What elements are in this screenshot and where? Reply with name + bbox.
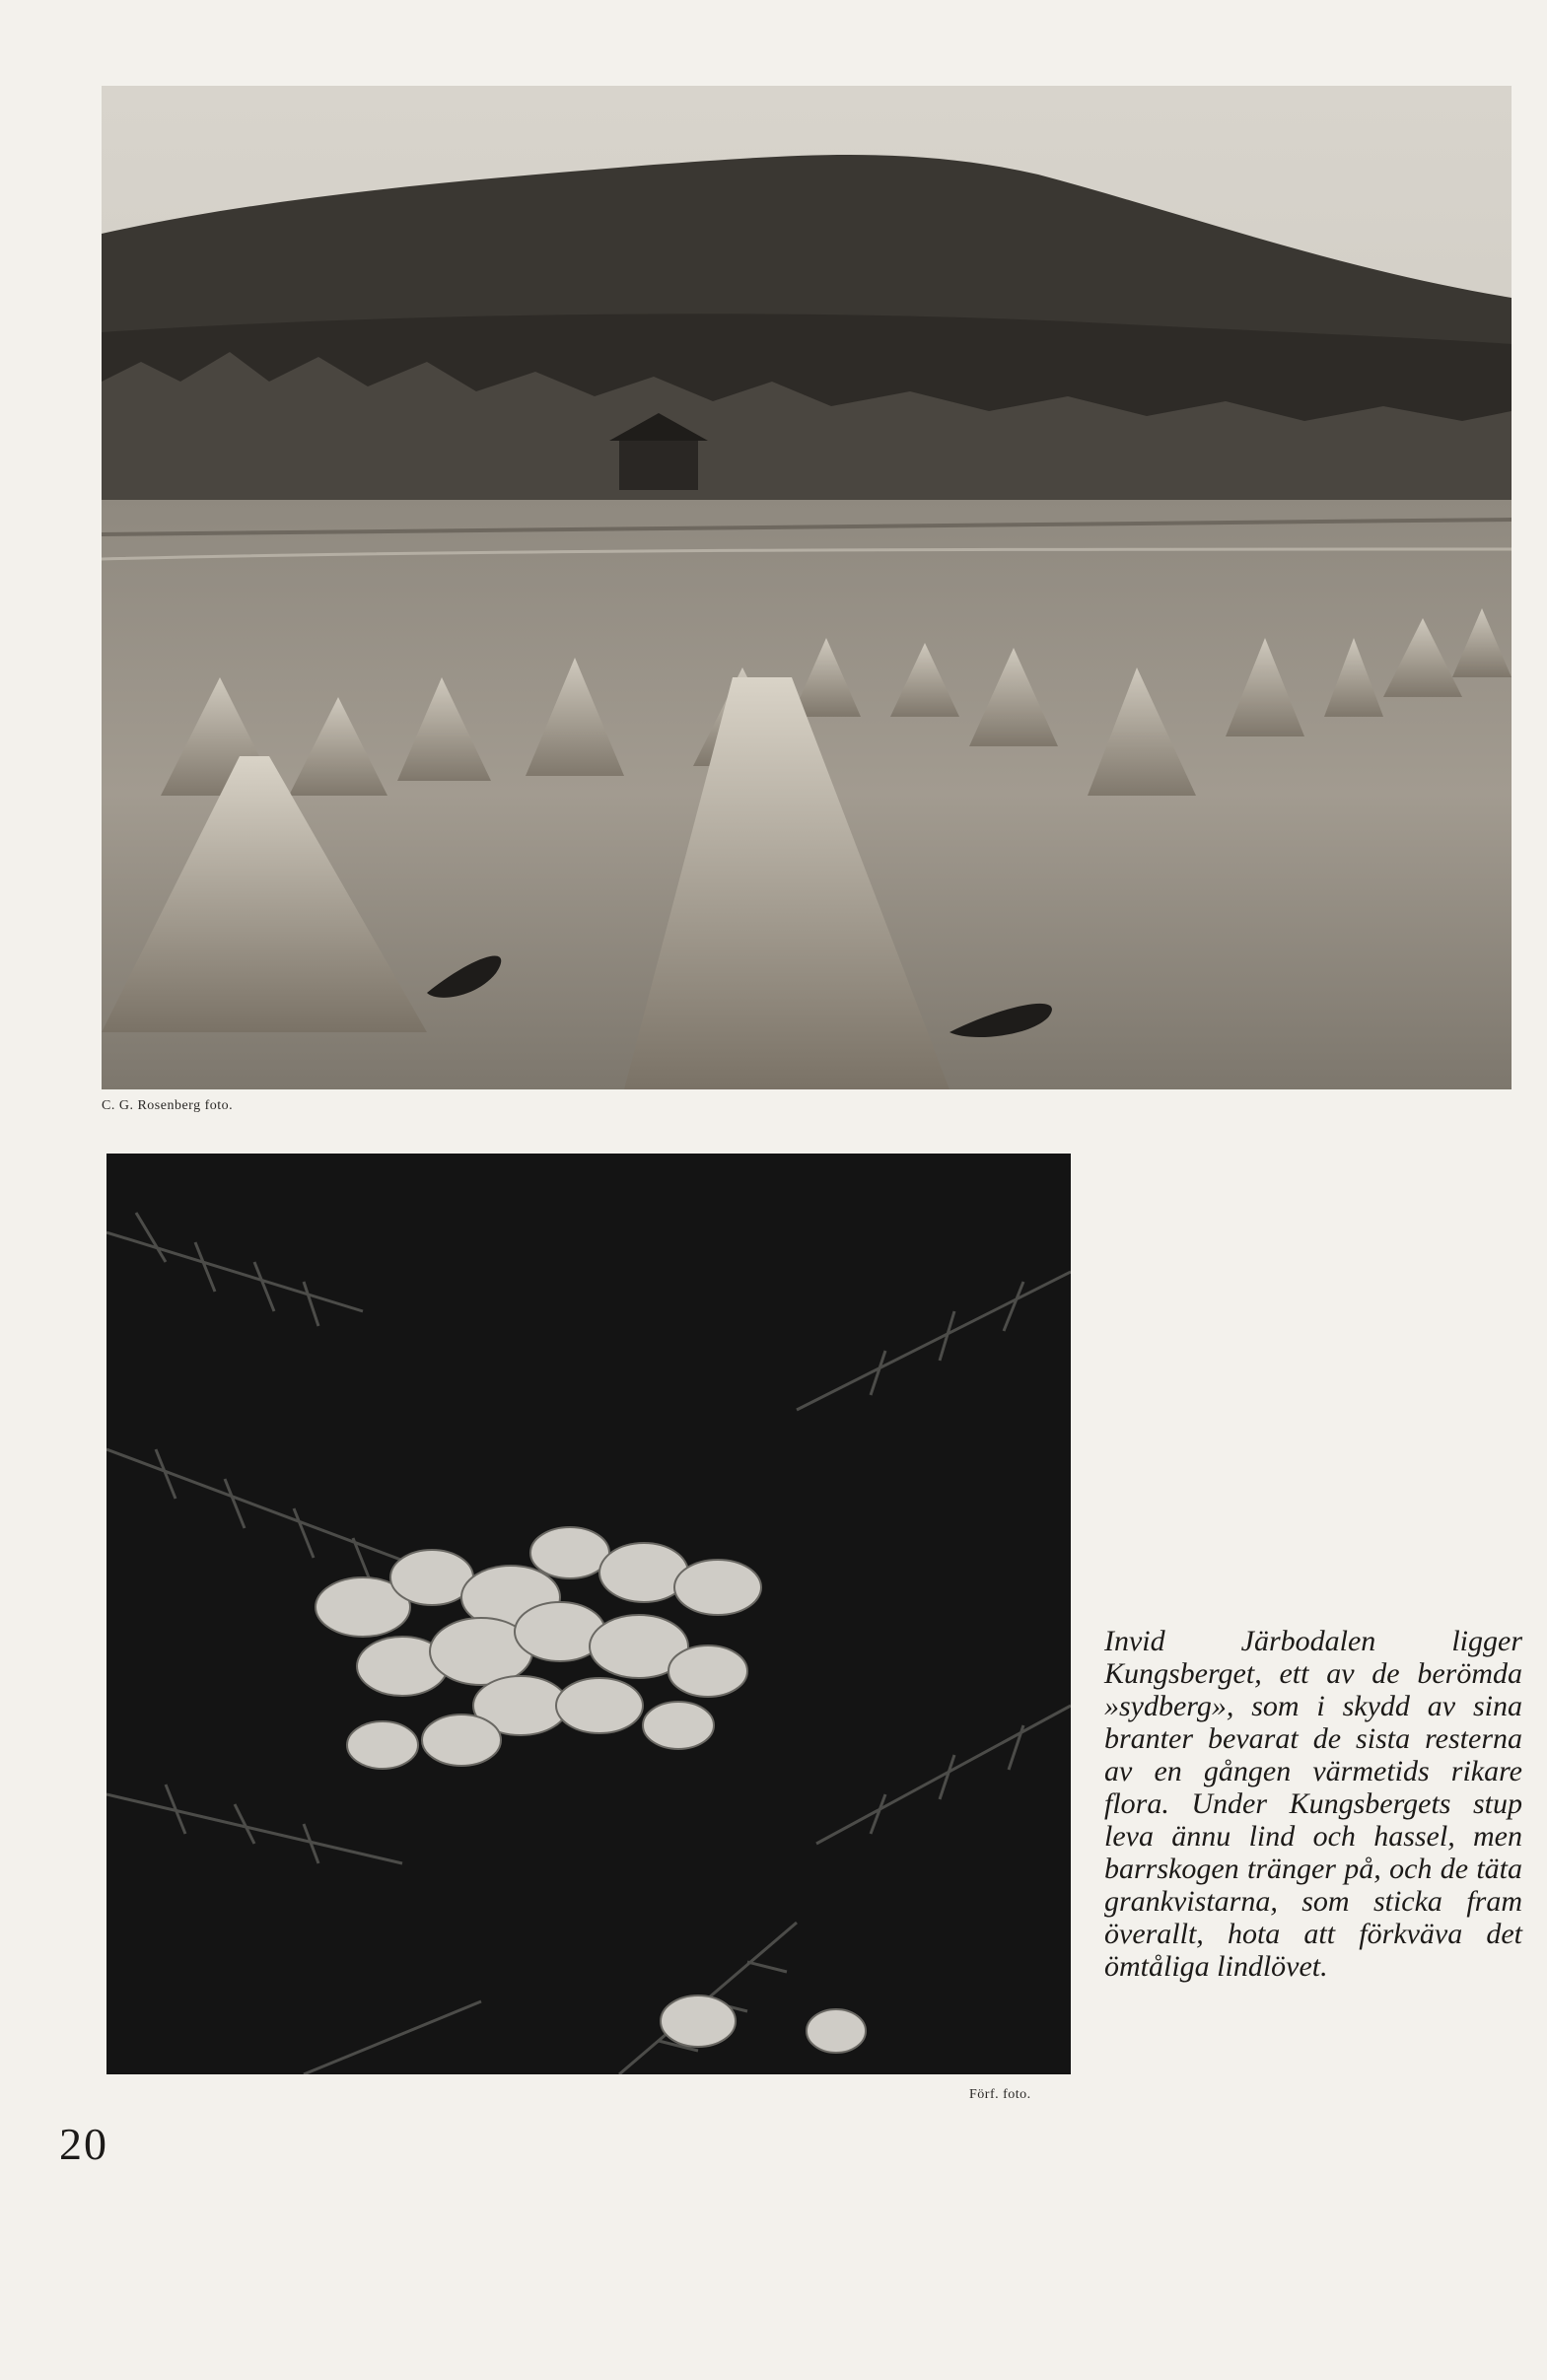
photo-credit-bottom: Förf. foto.	[969, 2087, 1031, 2102]
foliage-photo	[106, 1154, 1071, 2074]
caption-text: Invid Järbodalen ligger Kungsberget, ett av de berömda »sydberg», som i skydd av sina branter bevarat de sista resterna av en gången värmetids rikare flora. Under Kungsbergets stup leva ännu lind och hassel, men barrskogen tränger på, och de täta grankvistarna, som sticka fram överallt, hota att förkväva det ömtåliga lindlövet.	[1104, 1625, 1522, 1983]
photo-credit-top: C. G. Rosenberg foto.	[102, 1098, 234, 1113]
landscape-photo	[102, 86, 1512, 1089]
page-number: 20	[59, 2119, 108, 2169]
landscape-photo-icon	[102, 86, 1512, 1089]
foliage-photo-icon	[106, 1154, 1071, 2074]
